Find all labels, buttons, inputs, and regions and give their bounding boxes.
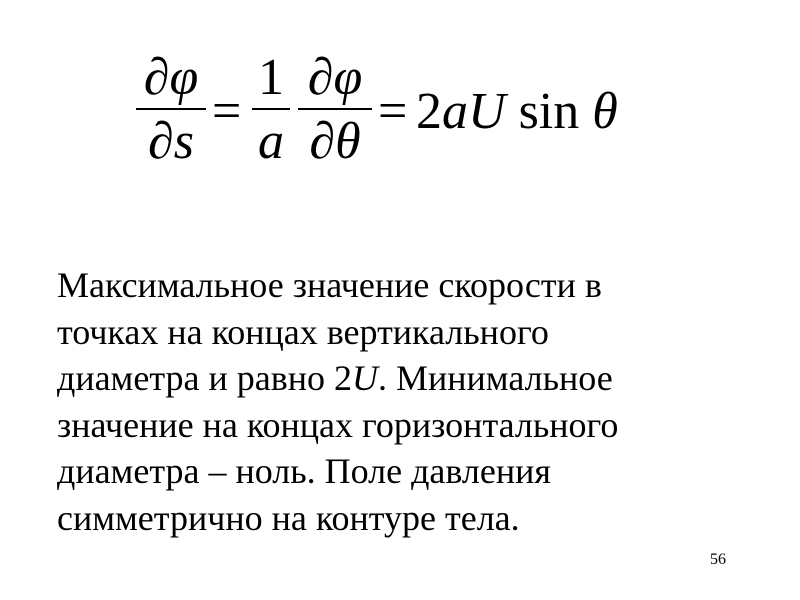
body-line-2: точках на концах вертикального	[57, 311, 549, 352]
body-line-5: диаметра – ноль. Поле давления	[57, 451, 551, 491]
fraction-bar	[252, 108, 290, 110]
body-line-6: симметрично на контуре тела.	[57, 497, 520, 538]
fraction-dphi-dtheta	[298, 49, 372, 172]
body-line-1: Максимальное значение скорости в	[57, 265, 602, 305]
variable-theta: θ	[592, 83, 618, 140]
fraction-denominator: a	[258, 113, 284, 170]
body-paragraph	[57, 262, 747, 541]
sine-function: sin	[518, 83, 580, 140]
velocity-formula	[136, 49, 636, 172]
body-line-3-variable: U	[351, 358, 378, 398]
body-line-3	[57, 355, 747, 402]
fraction-numerator: ∂φ	[143, 49, 199, 106]
fraction-bar	[298, 108, 372, 110]
body-line-4: значение на концах горизонтального	[57, 404, 619, 445]
body-line-3-suffix: . Минимальное	[377, 358, 613, 398]
fraction-one-over-a	[252, 49, 290, 172]
variable-a: a	[442, 83, 468, 140]
variable-U: U	[468, 83, 506, 140]
page-number: 56	[710, 551, 726, 568]
fraction-numerator: 1	[258, 49, 284, 106]
fraction-numerator: ∂φ	[307, 49, 363, 106]
coefficient: 2	[416, 83, 442, 140]
equals-sign: =	[212, 83, 242, 140]
equals-sign: =	[378, 83, 408, 140]
fraction-denominator: ∂s	[148, 113, 194, 170]
formula-right-side	[416, 83, 618, 140]
fraction-dphi-ds	[136, 49, 206, 172]
body-line-3-prefix: диаметра и равно 2	[57, 358, 352, 398]
fraction-denominator: ∂θ	[309, 113, 361, 170]
fraction-bar	[136, 108, 206, 110]
